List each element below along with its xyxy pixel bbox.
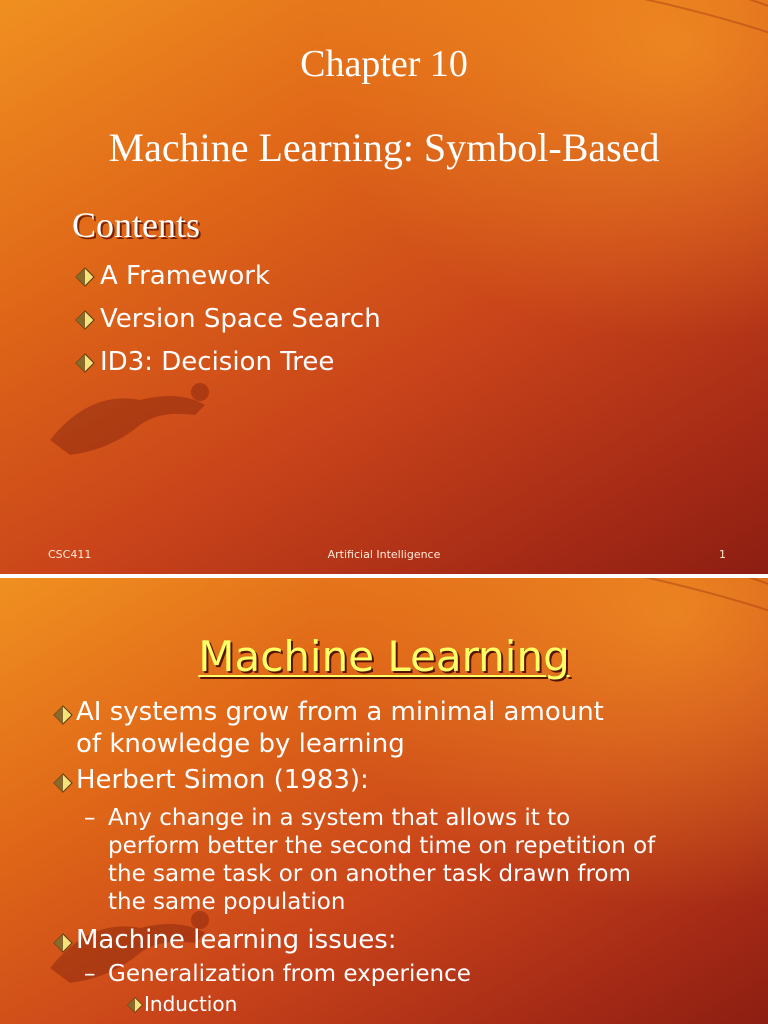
diamond-bullet-icon: [74, 351, 96, 373]
diamond-bullet-icon: [52, 770, 74, 792]
diamond-bullet-icon: [52, 702, 74, 724]
slide-title: Machine Learning: Symbol-Based: [108, 125, 660, 170]
sub-sub-bullet-item: [144, 992, 237, 1016]
list-item-label: ID3: Decision Tree: [100, 346, 335, 377]
bullet-item: [76, 696, 604, 760]
diamond-bullet-icon: [74, 308, 96, 330]
sub-bullet-text-line: Generalization from experience: [108, 961, 471, 987]
footer-title: Artificial Intelligence: [327, 548, 441, 561]
sub-bullet-item: [84, 960, 471, 988]
sub-bullet-text-line: perform better the second time on repetition of: [108, 833, 656, 859]
bullet-text-line: AI systems grow from a minimal amount: [76, 697, 604, 727]
diamond-bullet-icon: [126, 995, 144, 1013]
list-item-label: A Framework: [100, 260, 270, 291]
contents-list: [74, 254, 381, 383]
bullet-text-line: Herbert Simon (1983):: [76, 765, 369, 795]
footer-course: CSC411: [48, 548, 92, 561]
list-item: [74, 340, 381, 383]
chapter-title: Chapter 10: [300, 43, 468, 85]
dash-bullet: –: [84, 961, 96, 987]
sub-sub-bullet-text: Induction: [144, 992, 238, 1016]
bullet-item: [76, 764, 369, 796]
diamond-bullet-icon: [52, 930, 74, 952]
sub-bullet-text-line: the same task or on another task drawn from: [108, 861, 631, 887]
list-item: [74, 297, 381, 340]
footer-page-number: 1: [719, 548, 726, 561]
sub-bullet-text-line: Any change in a system that allows it to: [108, 805, 571, 831]
sub-bullet-text-line: the same population: [108, 889, 346, 915]
dash-bullet: –: [84, 805, 96, 831]
diamond-bullet-icon: [74, 265, 96, 287]
contents-heading: Contents: [72, 205, 201, 245]
list-item: [74, 254, 381, 297]
sub-bullet-item: [84, 804, 656, 916]
slide-title: Machine Learning: [198, 632, 570, 681]
bullet-item: [76, 924, 397, 956]
bullet-text-line: of knowledge by learning: [76, 729, 405, 759]
list-item-label: Version Space Search: [100, 303, 381, 334]
bullet-text-line: Machine learning issues:: [76, 925, 397, 955]
slide-2: [0, 578, 768, 1024]
